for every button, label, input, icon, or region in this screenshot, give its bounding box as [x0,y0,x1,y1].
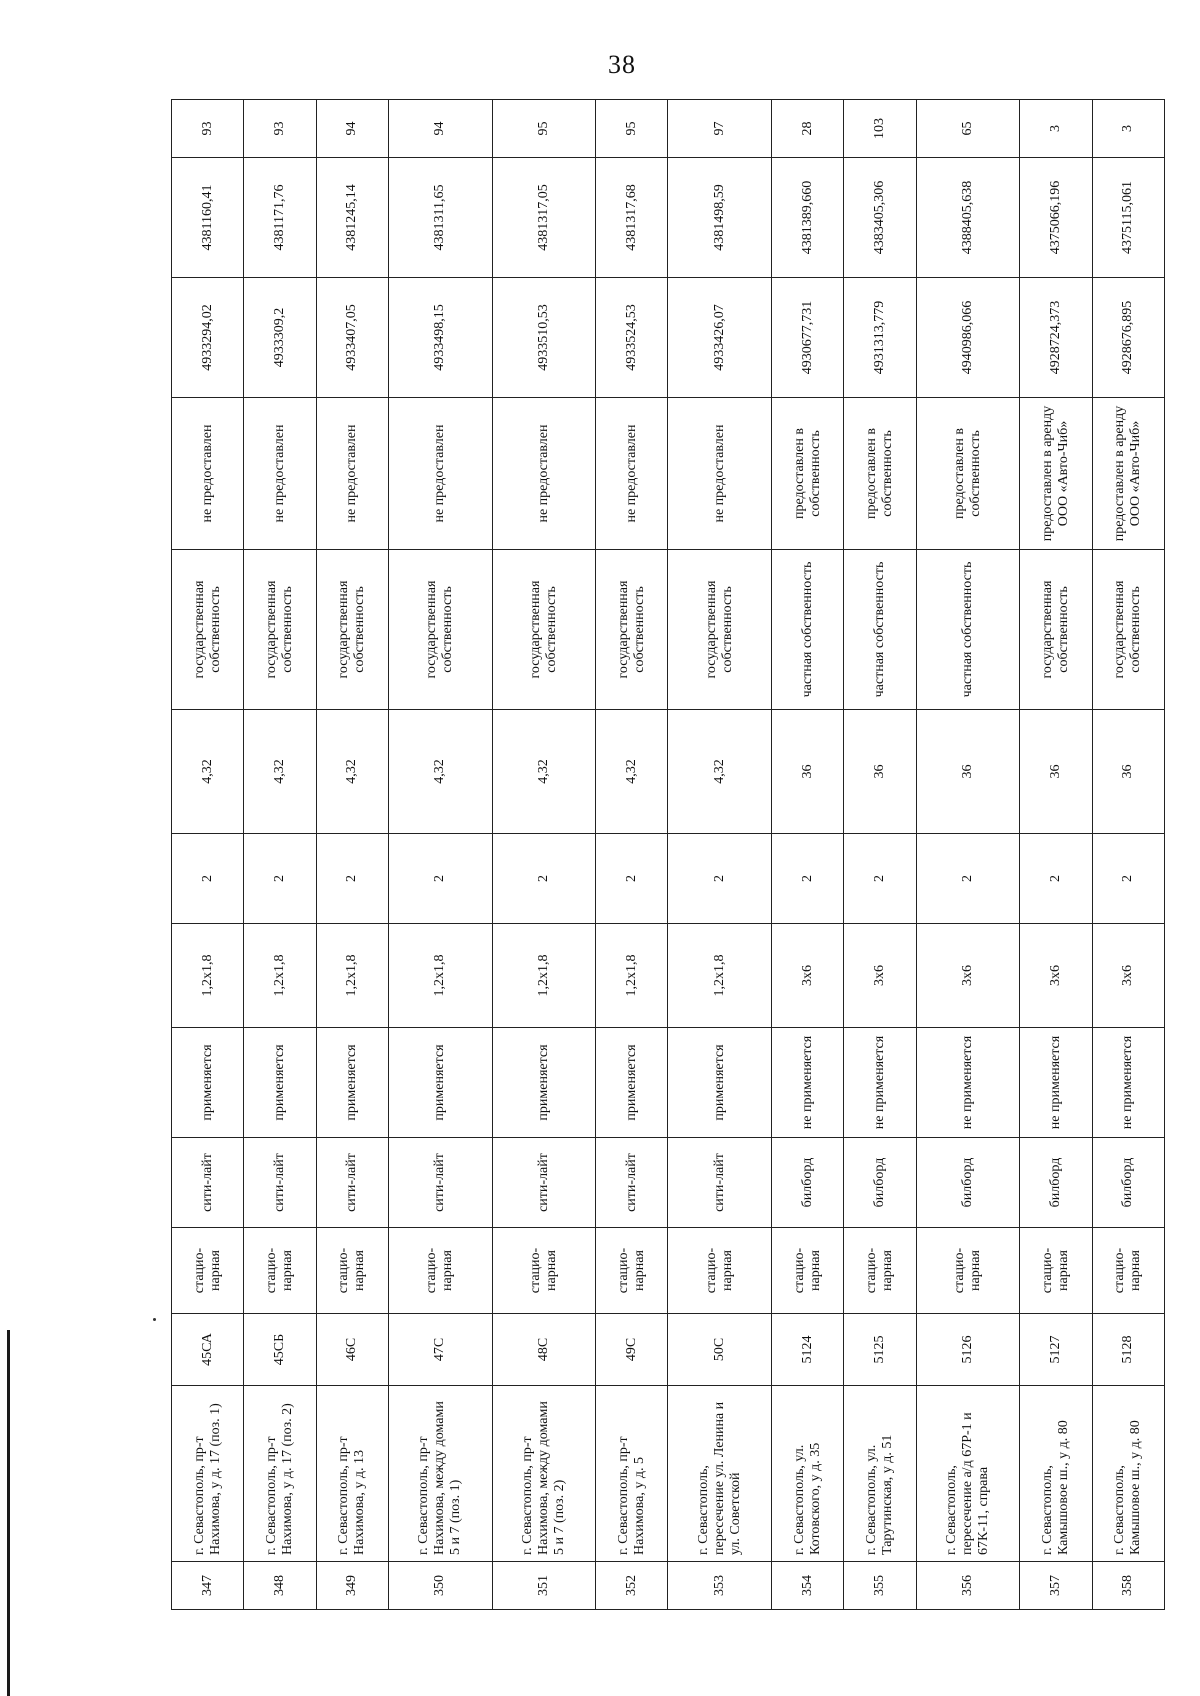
sides-cell: 2 [844,834,916,924]
scan-margin-bar [7,1330,10,1696]
row-number: 358 [1092,1562,1164,1610]
sides-cell: 2 [596,834,668,924]
type-cell: сити-лайт [492,1138,596,1228]
scan-speck [153,1318,156,1321]
status-cell: предоставлен в собственность [916,398,1020,550]
address-cell: г. Севастополь, пр-т Нахимова, между домами 5 и 7 (поз. 2) [492,1386,596,1562]
x-coordinate-cell: 4940986,066 [916,278,1020,398]
type-cell: билборд [844,1138,916,1228]
area-cell: 36 [1020,710,1092,834]
ownership-cell: государственная собственность [596,550,668,710]
size-cell: 3x6 [916,924,1020,1028]
y-coordinate-cell: 4383405,306 [844,158,916,278]
size-cell: 3x6 [1092,924,1164,1028]
area-cell: 4,32 [316,710,388,834]
kind-cell: стацио-нарная [244,1228,316,1314]
zone-cell: 97 [668,100,772,158]
y-coordinate-cell: 4381389,660 [772,158,844,278]
address-cell: г. Севастополь, пр-т Нахимова, у д. 13 [316,1386,388,1562]
zone-cell: 103 [844,100,916,158]
row-number: 352 [596,1562,668,1610]
address-cell: г. Севастополь, пересечение ул. Ленина и ул. Советской [668,1386,772,1562]
sides-cell: 2 [772,834,844,924]
sides-cell: 2 [316,834,388,924]
kind-cell: стацио-нарная [172,1228,244,1314]
size-cell: 1,2x1,8 [172,924,244,1028]
ownership-cell: государственная собственность [388,550,492,710]
size-cell: 1,2x1,8 [316,924,388,1028]
size-cell: 3x6 [772,924,844,1028]
ownership-cell: государственная собственность [1092,550,1164,710]
zone-cell: 28 [772,100,844,158]
address-cell: г. Севастополь, пересечение а/д 67Р-1 и 67К-11, справа [916,1386,1020,1562]
area-cell: 4,32 [172,710,244,834]
x-coordinate-cell: 4933426,07 [668,278,772,398]
x-coordinate-cell: 4930677,731 [772,278,844,398]
code-cell: 5125 [844,1314,916,1386]
row-number: 356 [916,1562,1020,1610]
table-row [316,100,388,1610]
area-cell: 36 [844,710,916,834]
table-row [244,100,316,1610]
x-coordinate-cell: 4928676,895 [1092,278,1164,398]
y-coordinate-cell: 4375066,196 [1020,158,1092,278]
type-cell: сити-лайт [596,1138,668,1228]
row-number: 348 [244,1562,316,1610]
status-cell: не предоставлен [244,398,316,550]
area-cell: 36 [916,710,1020,834]
type-cell: сити-лайт [388,1138,492,1228]
area-cell: 4,32 [596,710,668,834]
type-cell: сити-лайт [668,1138,772,1228]
row-number: 351 [492,1562,596,1610]
x-coordinate-cell: 4933498,15 [388,278,492,398]
x-coordinate-cell: 4933407,05 [316,278,388,398]
code-cell: 49С [596,1314,668,1386]
row-number: 353 [668,1562,772,1610]
row-number: 347 [172,1562,244,1610]
type-cell: сити-лайт [172,1138,244,1228]
lighting-cell: применяется [244,1028,316,1138]
address-cell: г. Севастополь, пр-т Нахимова, у д. 17 (поз. 2) [244,1386,316,1562]
sides-cell: 2 [1020,834,1092,924]
x-coordinate-cell: 4931313,779 [844,278,916,398]
row-number: 354 [772,1562,844,1610]
page-number: 38 [608,50,636,79]
size-cell: 1,2x1,8 [244,924,316,1028]
area-cell: 4,32 [492,710,596,834]
x-coordinate-cell: 4933294,02 [172,278,244,398]
table-row [172,100,244,1610]
area-cell: 4,32 [244,710,316,834]
y-coordinate-cell: 4381317,05 [492,158,596,278]
size-cell: 3x6 [844,924,916,1028]
type-cell: билборд [772,1138,844,1228]
table-row [668,100,772,1610]
lighting-cell: применяется [172,1028,244,1138]
y-coordinate-cell: 4381245,14 [316,158,388,278]
zone-cell: 93 [244,100,316,158]
status-cell: не предоставлен [668,398,772,550]
size-cell: 1,2x1,8 [596,924,668,1028]
lighting-cell: не применяется [1020,1028,1092,1138]
zone-cell: 65 [916,100,1020,158]
kind-cell: стацио-нарная [1092,1228,1164,1314]
table-row [916,100,1020,1610]
code-cell: 5127 [1020,1314,1092,1386]
ownership-cell: частная собственность [772,550,844,710]
zone-cell: 95 [596,100,668,158]
type-cell: сити-лайт [316,1138,388,1228]
status-cell: не предоставлен [492,398,596,550]
lighting-cell: не применяется [916,1028,1020,1138]
x-coordinate-cell: 4933510,53 [492,278,596,398]
code-cell: 5126 [916,1314,1020,1386]
size-cell: 1,2x1,8 [388,924,492,1028]
x-coordinate-cell: 4928724,373 [1020,278,1092,398]
table-row [844,100,916,1610]
table-row [596,100,668,1610]
kind-cell: стацио-нарная [668,1228,772,1314]
sides-cell: 2 [244,834,316,924]
kind-cell: стацио-нарная [916,1228,1020,1314]
size-cell: 1,2x1,8 [668,924,772,1028]
y-coordinate-cell: 4381311,65 [388,158,492,278]
table-body [172,100,1165,1610]
zone-cell: 94 [316,100,388,158]
address-cell: г. Севастополь, пр-т Нахимова, у д. 5 [596,1386,668,1562]
zone-cell: 94 [388,100,492,158]
area-cell: 4,32 [388,710,492,834]
ownership-cell: государственная собственность [1020,550,1092,710]
y-coordinate-cell: 4388405,638 [916,158,1020,278]
lighting-cell: не применяется [772,1028,844,1138]
address-cell: г. Севастополь, Камышовое ш., у д. 80 [1020,1386,1092,1562]
code-cell: 45СА [172,1314,244,1386]
ownership-cell: частная собственность [916,550,1020,710]
ownership-cell: частная собственность [844,550,916,710]
table-row [388,100,492,1610]
code-cell: 50С [668,1314,772,1386]
x-coordinate-cell: 4933309,2 [244,278,316,398]
zone-cell: 93 [172,100,244,158]
code-cell: 47С [388,1314,492,1386]
ownership-cell: государственная собственность [244,550,316,710]
status-cell: не предоставлен [388,398,492,550]
type-cell: билборд [916,1138,1020,1228]
address-cell: г. Севастополь, пр-т Нахимова, у д. 17 (поз. 1) [172,1386,244,1562]
type-cell: билборд [1092,1138,1164,1228]
address-cell: г. Севастополь, Камышовое ш., у д. 80 [1092,1386,1164,1562]
sides-cell: 2 [1092,834,1164,924]
kind-cell: стацио-нарная [316,1228,388,1314]
size-cell: 3x6 [1020,924,1092,1028]
size-cell: 1,2x1,8 [492,924,596,1028]
area-cell: 36 [1092,710,1164,834]
area-cell: 36 [772,710,844,834]
address-cell: г. Севастополь, ул. Тарутинская, у д. 51 [844,1386,916,1562]
code-cell: 5124 [772,1314,844,1386]
advertising-structures-table [171,99,1165,1610]
status-cell: не предоставлен [596,398,668,550]
y-coordinate-cell: 4381160,41 [172,158,244,278]
type-cell: сити-лайт [244,1138,316,1228]
kind-cell: стацио-нарная [388,1228,492,1314]
kind-cell: стацио-нарная [596,1228,668,1314]
sides-cell: 2 [492,834,596,924]
table-row [1020,100,1092,1610]
code-cell: 45СБ [244,1314,316,1386]
lighting-cell: применяется [668,1028,772,1138]
lighting-cell: применяется [316,1028,388,1138]
kind-cell: стацио-нарная [1020,1228,1092,1314]
lighting-cell: не применяется [844,1028,916,1138]
kind-cell: стацио-нарная [772,1228,844,1314]
kind-cell: стацио-нарная [844,1228,916,1314]
sides-cell: 2 [916,834,1020,924]
zone-cell: 95 [492,100,596,158]
type-cell: билборд [1020,1138,1092,1228]
status-cell: не предоставлен [316,398,388,550]
address-cell: г. Севастополь, пр-т Нахимова, между домами 5 и 7 (поз. 1) [388,1386,492,1562]
y-coordinate-cell: 4375115,061 [1092,158,1164,278]
table-row [772,100,844,1610]
table-row [492,100,596,1610]
lighting-cell: применяется [492,1028,596,1138]
sides-cell: 2 [388,834,492,924]
x-coordinate-cell: 4933524,53 [596,278,668,398]
y-coordinate-cell: 4381317,68 [596,158,668,278]
status-cell: предоставлен в собственность [844,398,916,550]
code-cell: 5128 [1092,1314,1164,1386]
zone-cell: 3 [1092,100,1164,158]
row-number: 349 [316,1562,388,1610]
ownership-cell: государственная собственность [316,550,388,710]
rotated-table-wrapper [171,100,1165,1610]
ownership-cell: государственная собственность [172,550,244,710]
row-number: 355 [844,1562,916,1610]
status-cell: не предоставлен [172,398,244,550]
status-cell: предоставлен в аренду ООО «Авто-Чиб» [1020,398,1092,550]
address-cell: г. Севастополь, ул. Котовского, у д. 35 [772,1386,844,1562]
lighting-cell: применяется [388,1028,492,1138]
lighting-cell: применяется [596,1028,668,1138]
ownership-cell: государственная собственность [492,550,596,710]
code-cell: 48С [492,1314,596,1386]
zone-cell: 3 [1020,100,1092,158]
sides-cell: 2 [668,834,772,924]
y-coordinate-cell: 4381171,76 [244,158,316,278]
lighting-cell: не применяется [1092,1028,1164,1138]
ownership-cell: государственная собственность [668,550,772,710]
area-cell: 4,32 [668,710,772,834]
code-cell: 46С [316,1314,388,1386]
table-frame [171,100,1165,1610]
row-number: 350 [388,1562,492,1610]
kind-cell: стацио-нарная [492,1228,596,1314]
table-row [1092,100,1164,1610]
sides-cell: 2 [172,834,244,924]
status-cell: предоставлен в аренду ООО «Авто-Чиб» [1092,398,1164,550]
status-cell: предоставлен в собственность [772,398,844,550]
y-coordinate-cell: 4381498,59 [668,158,772,278]
row-number: 357 [1020,1562,1092,1610]
